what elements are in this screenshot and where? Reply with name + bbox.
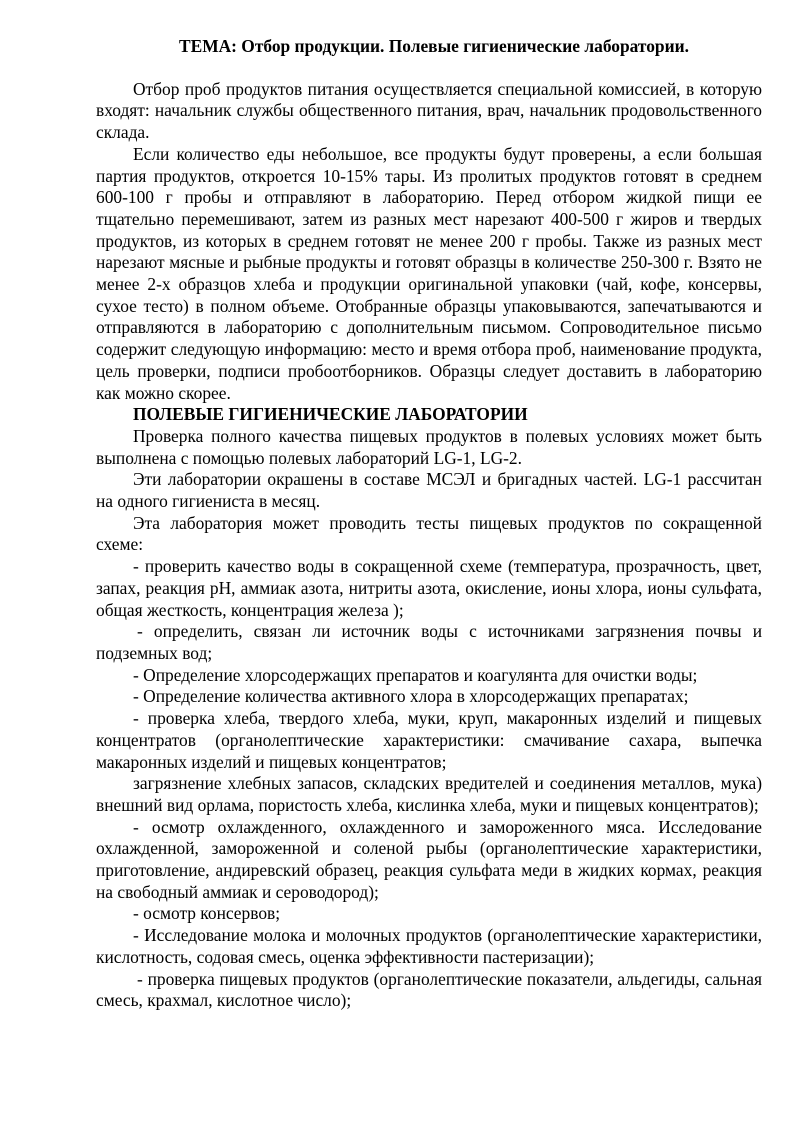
list-item: - осмотр консервов; (133, 903, 281, 924)
list-item: - проверить качество воды в сокращенной схеме (температура, прозрачность, цвет, запах, реакция pH, аммиак азота, нитриты азота, окисление, ионы хлора, ионы сульфата, общая жесткость, концентрация железа ); (96, 556, 762, 620)
list-item: - определить, связан ли источник воды с источниками загрязнения почвы и подземных вод; (96, 621, 762, 663)
list-item: - проверка хлеба, твердого хлеба, муки, круп, макаронных изделий и пищевых концентратов (органолептические характеристики: смачивание сахара, выпечка макаронных изделий и пищевых концентратов; (96, 708, 762, 772)
list-item: загрязнение хлебных запасов, складских вредителей и соединения металлов, мука) внешний вид орлама, пористость хлеба, кислинка хлеба, муки и пищевых концентратов); (96, 773, 762, 815)
list-item: - проверка пищевых продуктов (органолептические показатели, альдегиды, сальная смесь, крахмал, кислотное число); (96, 968, 762, 1011)
paragraph: Эти лаборатории окрашены в составе МСЭЛ и бригадных частей. LG-1 рассчитан на одного гигиениста в месяц. (96, 469, 762, 512)
document-title: ТЕМА: Отбор продукции. Полевые гигиенические лаборатории. (179, 36, 689, 56)
section-heading: ПОЛЕВЫЕ ГИГИЕНИЧЕСКИЕ ЛАБОРАТОРИИ (133, 404, 528, 425)
paragraph: Проверка полного качества пищевых продуктов в полевых условиях может быть выполнена с помощью полевых лабораторий LG-1, LG-2. (96, 425, 762, 468)
list-item: - Определение хлорсодержащих препаратов и коагулянта для очистки воды; (133, 664, 698, 685)
document-page (96, 36, 762, 1012)
paragraph: Отбор проб продуктов питания осуществляется специальной комиссией, в которую входят: начальник службы общественного питания, врач, начальник продовольственного склада. (96, 78, 762, 143)
paragraph: Если количество еды небольшое, все продукты будут проверены, а если большая партия продуктов, откроется 10-15% тары. Из пролитых продуктов готовят в среднем 600-100 г пробы и отправляют в лабораторию. Перед отбором жидкой пищи ее тщательно перемешивают, затем из разных мест нарезают 400-500 г жиров и твердых продуктов, из которых в среднем готовят не менее 200 г пробы. Также из разных мест нарезают мясные и рыбные продукты и готовят образцы в количестве 250-300 г. Взято не менее 2-х образцов хлеба и продукции оригинальной упаковки (чай, кофе, консервы, сухое тесто) в полном объеме. Отобранные образцы упаковываются, запечатываются и отправляются в лабораторию с дополнительным письмом. Сопроводительное письмо содержит следующую информацию: место и время отбора проб, наименование продукта, цель проверки, подписи пробоотборников. Образцы следует доставить в лабораторию как можно скорее. (96, 143, 762, 403)
list-item: - Определение количества активного хлора в хлорсодержащих препаратах; (133, 686, 689, 707)
paragraph: Эта лаборатория может проводить тесты пищевых продуктов по сокращенной схеме: (96, 512, 762, 555)
list-item: - Исследование молока и молочных продуктов (органолептические характеристики, кислотность, содовая смесь, оценка эффективности пастеризации); (96, 925, 762, 967)
list-item: - осмотр охлажденного, охлажденного и замороженного мяса. Исследование охлажденной, замороженной и соленой рыбы (органолептические характеристики, приготовление, андиревский образец, реакция сульфата меди в жидких кормах, реакция на свободный аммиак и сероводород); (96, 816, 762, 902)
